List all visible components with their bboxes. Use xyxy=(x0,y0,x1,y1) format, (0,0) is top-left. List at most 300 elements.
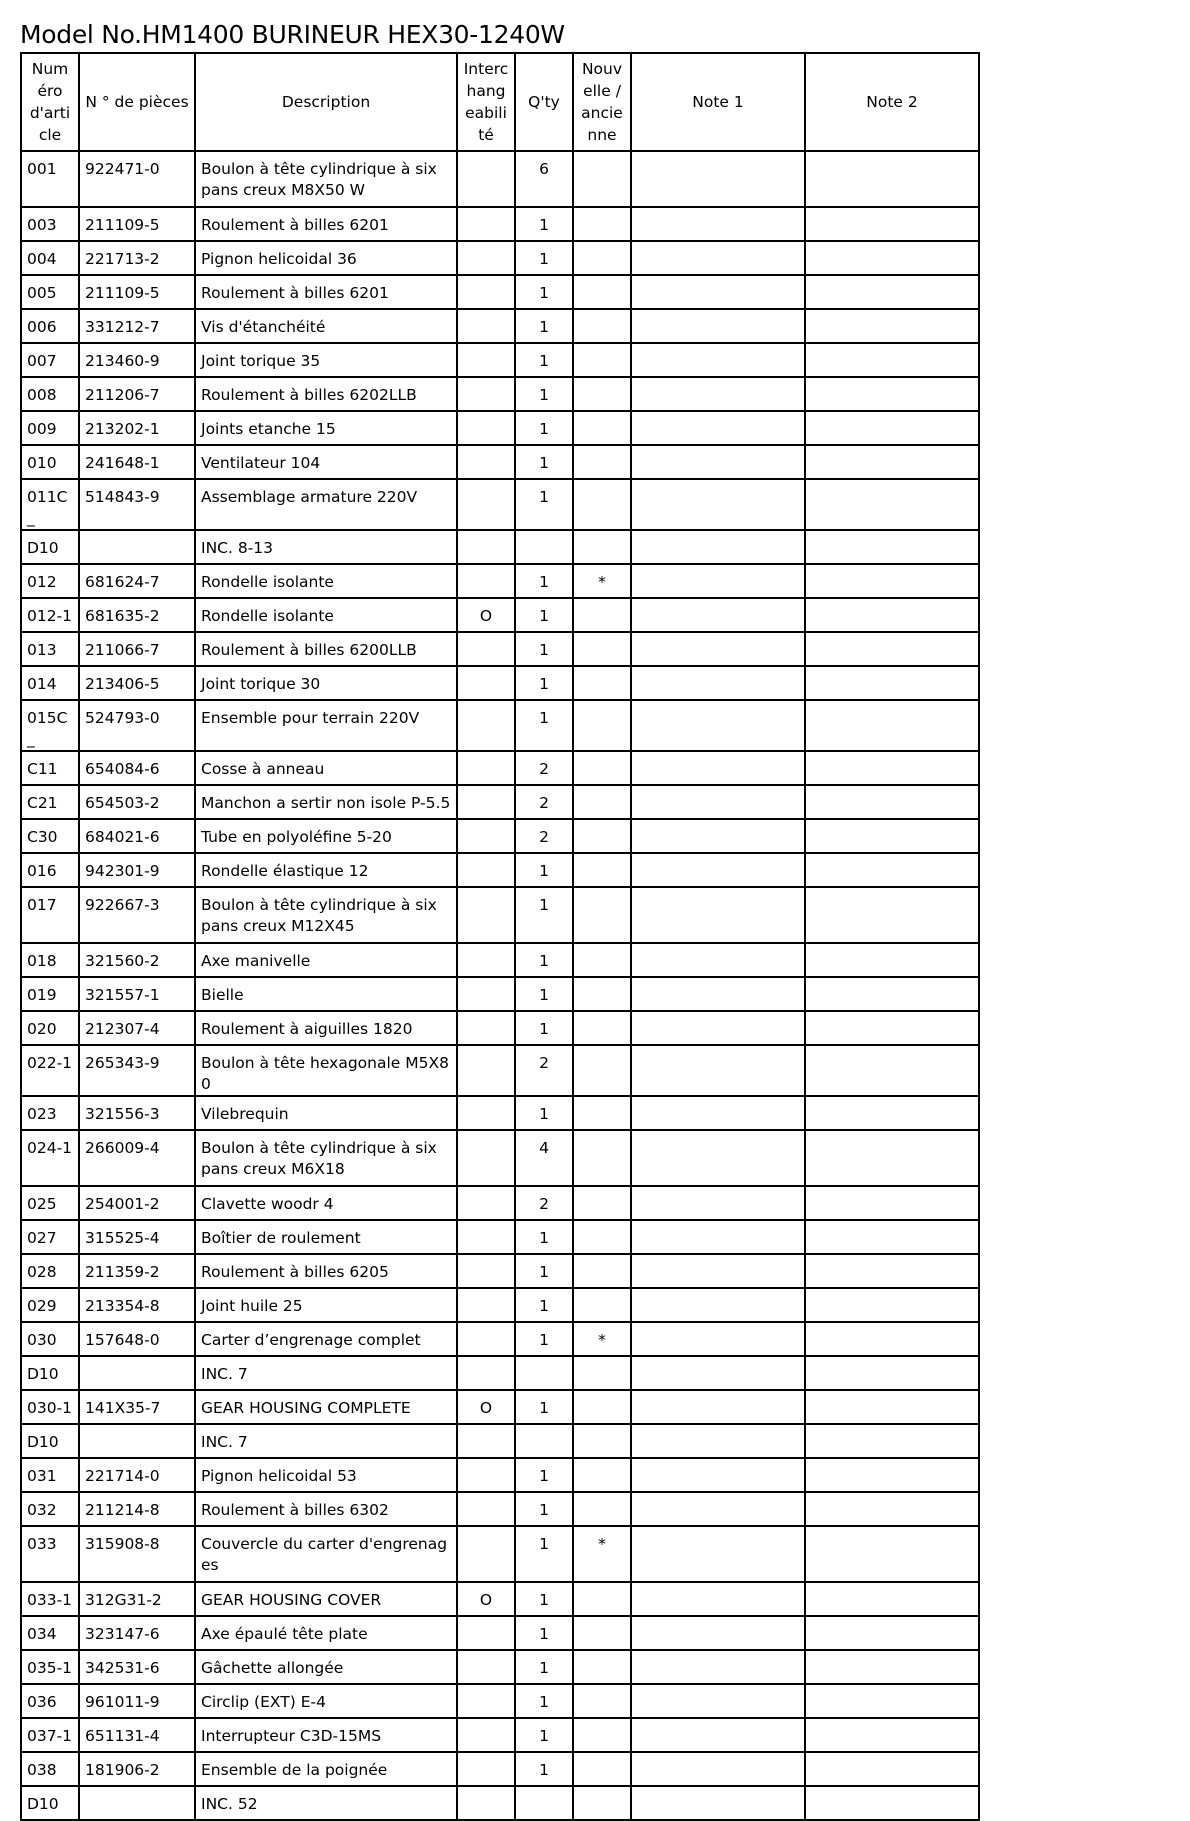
cell-part-number: 342531-6 xyxy=(79,1650,195,1684)
cell-part-number xyxy=(79,1786,195,1820)
table-row xyxy=(21,700,979,751)
cell-interchangeability xyxy=(457,241,515,275)
cell-description: Couvercle du carter d'engrenages xyxy=(195,1526,457,1582)
cell-description: Clavette woodr 4 xyxy=(195,1186,457,1220)
cell-description: Pignon helicoidal 36 xyxy=(195,241,457,275)
cell-new-old xyxy=(573,1130,631,1186)
table-row xyxy=(21,1424,979,1458)
table-row xyxy=(21,666,979,700)
cell-description: Axe épaulé tête plate xyxy=(195,1616,457,1650)
cell-new-old xyxy=(573,1390,631,1424)
cell-interchangeability: O xyxy=(457,1582,515,1616)
cell-new-old xyxy=(573,1650,631,1684)
cell-interchangeability xyxy=(457,1186,515,1220)
cell-part-number: 312G31-2 xyxy=(79,1582,195,1616)
cell-interchangeability xyxy=(457,1011,515,1045)
cell-description: Rondelle isolante xyxy=(195,598,457,632)
cell-part-number: 211109-5 xyxy=(79,275,195,309)
header-quantity: Q'ty xyxy=(515,53,573,151)
table-row xyxy=(21,887,979,943)
cell-quantity: 1 xyxy=(515,445,573,479)
table-row xyxy=(21,1045,979,1096)
cell-new-old xyxy=(573,530,631,564)
cell-description: Joints etanche 15 xyxy=(195,411,457,445)
cell-new-old xyxy=(573,700,631,751)
cell-note-2 xyxy=(805,309,979,343)
cell-part-number: 321556-3 xyxy=(79,1096,195,1130)
cell-description: Axe manivelle xyxy=(195,943,457,977)
cell-quantity: 4 xyxy=(515,1130,573,1186)
cell-description: Vis d'étanchéité xyxy=(195,309,457,343)
cell-part-number: 315908-8 xyxy=(79,1526,195,1582)
cell-note-1 xyxy=(631,598,805,632)
cell-quantity: 1 xyxy=(515,666,573,700)
cell-note-1 xyxy=(631,530,805,564)
table-row xyxy=(21,411,979,445)
cell-description: Roulement à billes 6200LLB xyxy=(195,632,457,666)
cell-description: Cosse à anneau xyxy=(195,751,457,785)
table-row xyxy=(21,1288,979,1322)
cell-note-1 xyxy=(631,343,805,377)
cell-part-number: 213406-5 xyxy=(79,666,195,700)
cell-part-number: 211206-7 xyxy=(79,377,195,411)
cell-part-number: 321560-2 xyxy=(79,943,195,977)
cell-item-number: 033 xyxy=(21,1526,79,1582)
cell-interchangeability xyxy=(457,632,515,666)
cell-interchangeability xyxy=(457,1220,515,1254)
cell-note-2 xyxy=(805,1616,979,1650)
cell-part-number: 654503-2 xyxy=(79,785,195,819)
cell-item-number: 001 xyxy=(21,151,79,207)
header-note-1: Note 1 xyxy=(631,53,805,151)
cell-quantity xyxy=(515,530,573,564)
cell-new-old xyxy=(573,1616,631,1650)
cell-note-2 xyxy=(805,943,979,977)
table-row xyxy=(21,819,979,853)
cell-new-old xyxy=(573,1582,631,1616)
cell-new-old xyxy=(573,632,631,666)
cell-new-old xyxy=(573,151,631,207)
table-row xyxy=(21,1684,979,1718)
cell-new-old xyxy=(573,1492,631,1526)
table-row xyxy=(21,1492,979,1526)
cell-note-2 xyxy=(805,1752,979,1786)
cell-item-number: 034 xyxy=(21,1616,79,1650)
cell-new-old xyxy=(573,1684,631,1718)
cell-new-old xyxy=(573,977,631,1011)
table-row xyxy=(21,377,979,411)
table-row xyxy=(21,1718,979,1752)
cell-new-old xyxy=(573,819,631,853)
cell-description: Interrupteur C3D-15MS xyxy=(195,1718,457,1752)
cell-interchangeability xyxy=(457,207,515,241)
header-interchangeability: Interchangeabilité xyxy=(457,53,515,151)
cell-description: Tube en polyoléfine 5-20 xyxy=(195,819,457,853)
cell-item-number: C30 xyxy=(21,819,79,853)
table-row xyxy=(21,943,979,977)
cell-note-1 xyxy=(631,751,805,785)
table-row xyxy=(21,479,979,530)
cell-description: Boulon à tête hexagonale M5X80 xyxy=(195,1045,457,1096)
cell-description: Bielle xyxy=(195,977,457,1011)
cell-note-2 xyxy=(805,479,979,530)
cell-item-number: 017 xyxy=(21,887,79,943)
cell-part-number: 654084-6 xyxy=(79,751,195,785)
cell-description: Ventilateur 104 xyxy=(195,445,457,479)
cell-part-number: 211359-2 xyxy=(79,1254,195,1288)
cell-description: Joint huile 25 xyxy=(195,1288,457,1322)
table-row xyxy=(21,977,979,1011)
cell-note-1 xyxy=(631,1492,805,1526)
cell-note-2 xyxy=(805,1130,979,1186)
cell-note-2 xyxy=(805,1096,979,1130)
cell-note-2 xyxy=(805,530,979,564)
cell-interchangeability: O xyxy=(457,1390,515,1424)
table-row xyxy=(21,1650,979,1684)
cell-part-number xyxy=(79,530,195,564)
cell-note-1 xyxy=(631,1096,805,1130)
cell-quantity: 6 xyxy=(515,151,573,207)
header-note-2: Note 2 xyxy=(805,53,979,151)
table-row xyxy=(21,785,979,819)
cell-description: Manchon a sertir non isole P-5.5 xyxy=(195,785,457,819)
cell-item-number: 036 xyxy=(21,1684,79,1718)
cell-note-1 xyxy=(631,819,805,853)
cell-note-1 xyxy=(631,666,805,700)
cell-item-number: 005 xyxy=(21,275,79,309)
cell-new-old xyxy=(573,943,631,977)
table-header-row xyxy=(21,53,979,151)
cell-note-1 xyxy=(631,1322,805,1356)
cell-new-old xyxy=(573,377,631,411)
cell-note-1 xyxy=(631,1288,805,1322)
cell-note-1 xyxy=(631,977,805,1011)
cell-quantity: 1 xyxy=(515,1492,573,1526)
header-description: Description xyxy=(195,53,457,151)
table-row xyxy=(21,1096,979,1130)
cell-part-number: 241648-1 xyxy=(79,445,195,479)
cell-quantity: 1 xyxy=(515,377,573,411)
cell-note-1 xyxy=(631,1186,805,1220)
cell-part-number: 315525-4 xyxy=(79,1220,195,1254)
cell-interchangeability xyxy=(457,1045,515,1096)
cell-description: Roulement à billes 6201 xyxy=(195,275,457,309)
cell-interchangeability xyxy=(457,751,515,785)
cell-note-1 xyxy=(631,1390,805,1424)
cell-interchangeability xyxy=(457,343,515,377)
cell-note-2 xyxy=(805,853,979,887)
cell-note-2 xyxy=(805,1526,979,1582)
table-row xyxy=(21,1616,979,1650)
cell-description: Assemblage armature 220V xyxy=(195,479,457,530)
cell-item-number: 025 xyxy=(21,1186,79,1220)
cell-interchangeability xyxy=(457,943,515,977)
cell-interchangeability xyxy=(457,1356,515,1390)
cell-item-number: C11 xyxy=(21,751,79,785)
cell-note-2 xyxy=(805,700,979,751)
cell-item-number: D10 xyxy=(21,1786,79,1820)
cell-new-old xyxy=(573,598,631,632)
cell-note-1 xyxy=(631,1130,805,1186)
cell-item-number: 022-1 xyxy=(21,1045,79,1096)
cell-quantity xyxy=(515,1424,573,1458)
cell-quantity: 1 xyxy=(515,1582,573,1616)
table-row xyxy=(21,632,979,666)
cell-note-1 xyxy=(631,1254,805,1288)
cell-quantity xyxy=(515,1786,573,1820)
cell-interchangeability xyxy=(457,309,515,343)
cell-new-old xyxy=(573,479,631,530)
cell-quantity: 1 xyxy=(515,1752,573,1786)
cell-part-number: 181906-2 xyxy=(79,1752,195,1786)
cell-new-old xyxy=(573,1718,631,1752)
table-row xyxy=(21,598,979,632)
table-row xyxy=(21,275,979,309)
cell-description: Pignon helicoidal 53 xyxy=(195,1458,457,1492)
cell-interchangeability xyxy=(457,1752,515,1786)
cell-description: Roulement à billes 6205 xyxy=(195,1254,457,1288)
cell-note-1 xyxy=(631,479,805,530)
cell-note-1 xyxy=(631,445,805,479)
cell-description: Roulement à billes 6202LLB xyxy=(195,377,457,411)
cell-part-number: 331212-7 xyxy=(79,309,195,343)
cell-description: Joint torique 30 xyxy=(195,666,457,700)
cell-item-number: 009 xyxy=(21,411,79,445)
table-row xyxy=(21,1752,979,1786)
cell-interchangeability xyxy=(457,1526,515,1582)
table-row xyxy=(21,1356,979,1390)
cell-interchangeability xyxy=(457,1288,515,1322)
cell-quantity: 1 xyxy=(515,700,573,751)
cell-interchangeability xyxy=(457,887,515,943)
cell-interchangeability xyxy=(457,1616,515,1650)
table-row xyxy=(21,853,979,887)
cell-new-old xyxy=(573,1424,631,1458)
cell-description: INC. 8-13 xyxy=(195,530,457,564)
cell-note-1 xyxy=(631,1582,805,1616)
cell-item-number: 019 xyxy=(21,977,79,1011)
table-row xyxy=(21,1220,979,1254)
cell-part-number xyxy=(79,1424,195,1458)
cell-note-1 xyxy=(631,151,805,207)
cell-note-2 xyxy=(805,1492,979,1526)
header-item-number: Numéro d'article xyxy=(21,53,79,151)
cell-note-1 xyxy=(631,1356,805,1390)
cell-interchangeability xyxy=(457,377,515,411)
cell-note-2 xyxy=(805,785,979,819)
cell-interchangeability xyxy=(457,1718,515,1752)
cell-item-number: 018 xyxy=(21,943,79,977)
cell-quantity: 2 xyxy=(515,751,573,785)
cell-interchangeability xyxy=(457,1130,515,1186)
cell-part-number: 141X35-7 xyxy=(79,1390,195,1424)
cell-new-old xyxy=(573,1254,631,1288)
cell-part-number: 211214-8 xyxy=(79,1492,195,1526)
cell-note-2 xyxy=(805,564,979,598)
cell-note-1 xyxy=(631,411,805,445)
cell-note-1 xyxy=(631,1458,805,1492)
cell-part-number: 922471-0 xyxy=(79,151,195,207)
cell-part-number: 651131-4 xyxy=(79,1718,195,1752)
cell-part-number: 321557-1 xyxy=(79,977,195,1011)
cell-part-number: 524793-0 xyxy=(79,700,195,751)
cell-quantity: 1 xyxy=(515,309,573,343)
cell-part-number: 213354-8 xyxy=(79,1288,195,1322)
cell-note-2 xyxy=(805,1011,979,1045)
table-row xyxy=(21,1254,979,1288)
cell-description: GEAR HOUSING COVER xyxy=(195,1582,457,1616)
cell-note-2 xyxy=(805,1786,979,1820)
cell-quantity: 1 xyxy=(515,1390,573,1424)
cell-quantity: 1 xyxy=(515,1011,573,1045)
cell-note-2 xyxy=(805,1582,979,1616)
cell-quantity: 1 xyxy=(515,343,573,377)
cell-interchangeability xyxy=(457,1684,515,1718)
page-title: Model No.HM1400 BURINEUR HEX30-1240W xyxy=(20,20,565,49)
cell-item-number: 033-1 xyxy=(21,1582,79,1616)
cell-part-number: 266009-4 xyxy=(79,1130,195,1186)
cell-note-1 xyxy=(631,241,805,275)
cell-quantity: 1 xyxy=(515,1718,573,1752)
cell-item-number: 010 xyxy=(21,445,79,479)
cell-quantity: 1 xyxy=(515,564,573,598)
cell-part-number: 212307-4 xyxy=(79,1011,195,1045)
cell-quantity: 1 xyxy=(515,1254,573,1288)
cell-part-number: 213202-1 xyxy=(79,411,195,445)
cell-interchangeability xyxy=(457,1492,515,1526)
cell-description: Roulement à billes 6201 xyxy=(195,207,457,241)
table-row xyxy=(21,309,979,343)
cell-item-number: 006 xyxy=(21,309,79,343)
cell-item-number: 023 xyxy=(21,1096,79,1130)
cell-description: Boîtier de roulement xyxy=(195,1220,457,1254)
cell-quantity: 1 xyxy=(515,632,573,666)
cell-interchangeability xyxy=(457,1322,515,1356)
cell-note-1 xyxy=(631,887,805,943)
cell-item-number: 038 xyxy=(21,1752,79,1786)
cell-note-2 xyxy=(805,1684,979,1718)
cell-note-2 xyxy=(805,1288,979,1322)
cell-description: Vilebrequin xyxy=(195,1096,457,1130)
cell-item-number: 011C_ xyxy=(21,479,79,530)
cell-item-number: 024-1 xyxy=(21,1130,79,1186)
cell-description: Joint torique 35 xyxy=(195,343,457,377)
cell-new-old xyxy=(573,1011,631,1045)
cell-interchangeability xyxy=(457,1786,515,1820)
cell-interchangeability xyxy=(457,700,515,751)
cell-quantity: 1 xyxy=(515,411,573,445)
cell-note-2 xyxy=(805,343,979,377)
cell-note-2 xyxy=(805,1390,979,1424)
cell-item-number: 035-1 xyxy=(21,1650,79,1684)
table-row xyxy=(21,343,979,377)
cell-item-number: 020 xyxy=(21,1011,79,1045)
cell-interchangeability: O xyxy=(457,598,515,632)
cell-interchangeability xyxy=(457,411,515,445)
table-row xyxy=(21,1390,979,1424)
cell-quantity: 1 xyxy=(515,207,573,241)
cell-interchangeability xyxy=(457,479,515,530)
cell-note-1 xyxy=(631,1752,805,1786)
cell-note-2 xyxy=(805,1356,979,1390)
cell-note-1 xyxy=(631,1718,805,1752)
cell-quantity: 1 xyxy=(515,1458,573,1492)
cell-item-number: 015C_ xyxy=(21,700,79,751)
cell-new-old xyxy=(573,1752,631,1786)
cell-note-2 xyxy=(805,1718,979,1752)
cell-new-old xyxy=(573,241,631,275)
cell-item-number: 029 xyxy=(21,1288,79,1322)
table-row xyxy=(21,751,979,785)
cell-new-old xyxy=(573,1786,631,1820)
table-row xyxy=(21,1011,979,1045)
cell-quantity: 1 xyxy=(515,1096,573,1130)
cell-quantity: 1 xyxy=(515,1220,573,1254)
cell-interchangeability xyxy=(457,819,515,853)
cell-item-number: 037-1 xyxy=(21,1718,79,1752)
cell-note-2 xyxy=(805,598,979,632)
cell-item-number: 012 xyxy=(21,564,79,598)
cell-new-old xyxy=(573,785,631,819)
cell-note-1 xyxy=(631,1424,805,1458)
cell-note-2 xyxy=(805,1424,979,1458)
cell-new-old xyxy=(573,1096,631,1130)
table-row xyxy=(21,1526,979,1582)
cell-note-2 xyxy=(805,1220,979,1254)
cell-part-number: 254001-2 xyxy=(79,1186,195,1220)
cell-part-number: 265343-9 xyxy=(79,1045,195,1096)
cell-interchangeability xyxy=(457,445,515,479)
cell-note-1 xyxy=(631,1786,805,1820)
cell-new-old xyxy=(573,1186,631,1220)
cell-quantity: 2 xyxy=(515,1186,573,1220)
cell-note-2 xyxy=(805,1186,979,1220)
cell-note-2 xyxy=(805,1322,979,1356)
cell-quantity: 1 xyxy=(515,1322,573,1356)
cell-quantity: 1 xyxy=(515,241,573,275)
cell-item-number: 030 xyxy=(21,1322,79,1356)
table-row xyxy=(21,1786,979,1820)
cell-new-old xyxy=(573,411,631,445)
cell-interchangeability xyxy=(457,977,515,1011)
cell-note-2 xyxy=(805,1650,979,1684)
cell-description: Boulon à tête cylindrique à six pans creux M8X50 W xyxy=(195,151,457,207)
cell-quantity: 2 xyxy=(515,819,573,853)
cell-new-old: * xyxy=(573,1526,631,1582)
cell-note-1 xyxy=(631,1616,805,1650)
cell-note-1 xyxy=(631,309,805,343)
cell-note-1 xyxy=(631,700,805,751)
cell-quantity: 1 xyxy=(515,1526,573,1582)
cell-new-old xyxy=(573,1288,631,1322)
cell-item-number: 003 xyxy=(21,207,79,241)
cell-part-number: 221714-0 xyxy=(79,1458,195,1492)
cell-new-old xyxy=(573,445,631,479)
cell-new-old xyxy=(573,751,631,785)
cell-note-2 xyxy=(805,977,979,1011)
cell-new-old xyxy=(573,343,631,377)
cell-new-old xyxy=(573,887,631,943)
cell-new-old xyxy=(573,275,631,309)
cell-description: Ensemble pour terrain 220V xyxy=(195,700,457,751)
cell-quantity: 1 xyxy=(515,1616,573,1650)
cell-item-number: D10 xyxy=(21,1356,79,1390)
cell-part-number: 922667-3 xyxy=(79,887,195,943)
cell-item-number: 031 xyxy=(21,1458,79,1492)
cell-interchangeability xyxy=(457,1458,515,1492)
cell-part-number xyxy=(79,1356,195,1390)
cell-note-1 xyxy=(631,1526,805,1582)
